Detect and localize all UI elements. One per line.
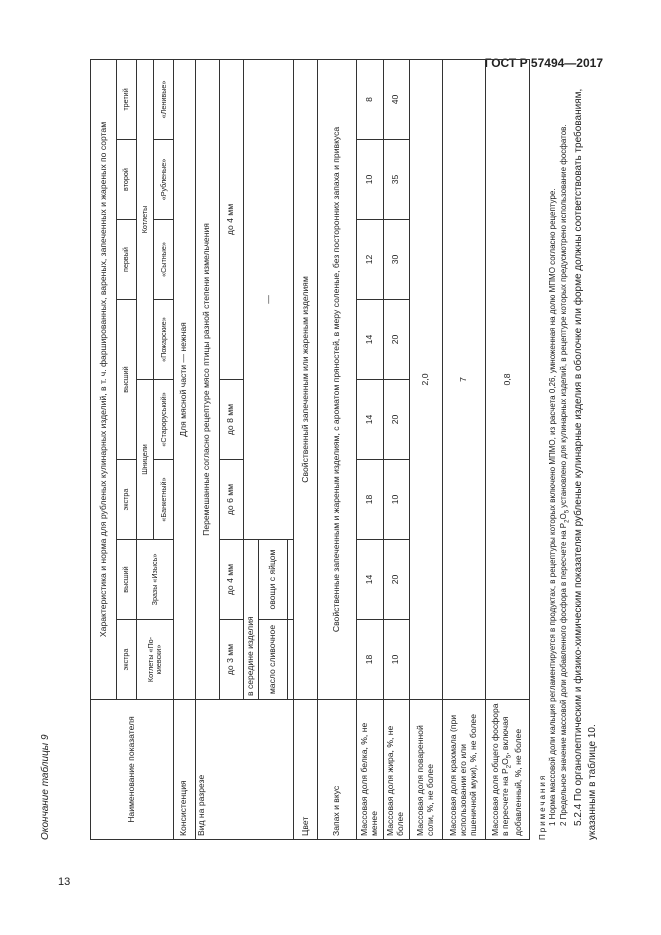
note-2: 2 Предельное значение массовой доли добавленного фосфора в пересчете на $P_2O_5$ установлено для кулинарных изделий, в рецептуре которых предусмотрено использование фосфатов. (558, 124, 571, 826)
group-kotlety-po-kievski: Котлеты «По-киевски» (136, 620, 173, 700)
row-label-fat: Массовая доля жира, %, не более (383, 700, 409, 840)
grade-7: третий (117, 59, 137, 139)
consistency-value: Для мясной части — нежная (173, 59, 195, 699)
cut-size-1: до 3 мм (219, 620, 243, 700)
grade-1: экстра (117, 620, 137, 700)
protein-value: 18 (357, 620, 383, 700)
group-shnitseli: Шницели (136, 380, 153, 540)
fat-value: 20 (383, 540, 409, 620)
table-notes (538, 60, 572, 840)
fat-value: 20 (383, 300, 409, 380)
rotated-page-content (40, 60, 600, 840)
cut-size-2: до 4 мм (219, 540, 243, 620)
cut-size-5: до 4 мм (219, 59, 243, 379)
cut-fill-vegetables: овощи с яйцом (259, 540, 287, 620)
row-label-consistency: Консистенция (173, 700, 195, 840)
phosphorus-value: 0,8 (486, 59, 530, 699)
protein-value: 8 (357, 59, 383, 139)
table-9 (90, 59, 530, 840)
note-1: 1 Норма массовой доли кальция регламентируется в продуктах, в рецептуры которых включено МПМО, из расчета 0,26, умноженная на долю МПМО согласно рецептуре. (548, 188, 558, 826)
protein-value: 14 (357, 300, 383, 380)
col-name-header: Наименование показателя (91, 700, 174, 840)
fat-value: 40 (383, 59, 409, 139)
grade-4: высший (117, 300, 137, 460)
starch-value: 7 (442, 59, 486, 699)
cut-center-label: в середине изделия (243, 540, 258, 700)
grade-2: высший (117, 540, 137, 620)
fat-value: 30 (383, 220, 409, 300)
fat-value: 20 (383, 380, 409, 460)
row-label-smell: Запах и вкус (318, 700, 357, 840)
cut-size-4: до 8 мм (219, 380, 243, 460)
cut-dash: — (243, 59, 293, 539)
protein-value: 12 (357, 220, 383, 300)
grade-3: экстра (117, 460, 137, 540)
row-label-cut: Вид на разрезе (195, 700, 293, 840)
row-label-starch: Массовая доля крахмала (при использовании его или пшеничной муки), %, не более (442, 700, 486, 840)
row-label-color: Цвет (294, 700, 318, 840)
cut-fill-butter: масло сливочное (259, 620, 287, 700)
table-continuation-caption: Окончание таблицы 9 (40, 734, 51, 840)
protein-value: 18 (357, 460, 383, 540)
grade-5: первый (117, 220, 137, 300)
page-number: 13 (58, 876, 71, 888)
group-kotlety: Котлеты (136, 59, 153, 379)
group-zrazy: Зразы «Изысь» (136, 540, 173, 620)
fat-value: 35 (383, 140, 409, 220)
protein-value: 14 (357, 540, 383, 620)
subtype-rublenye: «Рубленые» (154, 140, 174, 220)
fat-value: 10 (383, 460, 409, 540)
color-value: Свойственный запеченным или жареным изделиям (294, 59, 318, 699)
subtype-banketny: «Банкетный» (154, 460, 174, 540)
fat-value: 10 (383, 620, 409, 700)
subtype-lenivye: «Ленивые» (154, 59, 174, 139)
smell-value: Свойственные запеченным и жареным изделиям, с ароматом пряностей, в меру соленые, без посторонних запаха и привкуса (318, 59, 357, 699)
row-label-salt: Массовая доля поваренной соли, %, не более (409, 700, 442, 840)
paragraph-5-2-4: 5.2.4 По органолептическим и физико-химическим показателям рубленые кулинарные изделия в оболочке или форме должны соответствовать требованиям, указанным в таблице 10. (573, 88, 598, 840)
row-label-phosphorus: Массовая доля общего фосфора в пересчете на $P_2O_5$, включая добавленный, %, не более (486, 700, 530, 840)
main-header: Характеристика и норма для рубленых кулинарных изделий, в т. ч. фаршированных, вареных, запеченных и жареных по сортам (91, 59, 117, 699)
protein-value: 14 (357, 380, 383, 460)
salt-value: 2,0 (409, 59, 442, 699)
standard-number: ГОСТ Р 57494—2017 (484, 56, 603, 70)
row-label-protein: Массовая доля белка, %, не менее (357, 700, 383, 840)
notes-title: Примечания (538, 773, 547, 840)
subtype-starorussky: «Староруський» (154, 380, 174, 460)
protein-value: 10 (357, 140, 383, 220)
subtype-pozharskie: «Пожарские» (154, 300, 174, 380)
cut-size-3: до 6 мм (219, 460, 243, 540)
subtype-sytnye: «Сытные» (154, 220, 174, 300)
grade-6: второй (117, 140, 137, 220)
cut-mixed-value: Перемешанные согласно рецептуре мясо птицы разной степени измельчения (195, 59, 219, 699)
